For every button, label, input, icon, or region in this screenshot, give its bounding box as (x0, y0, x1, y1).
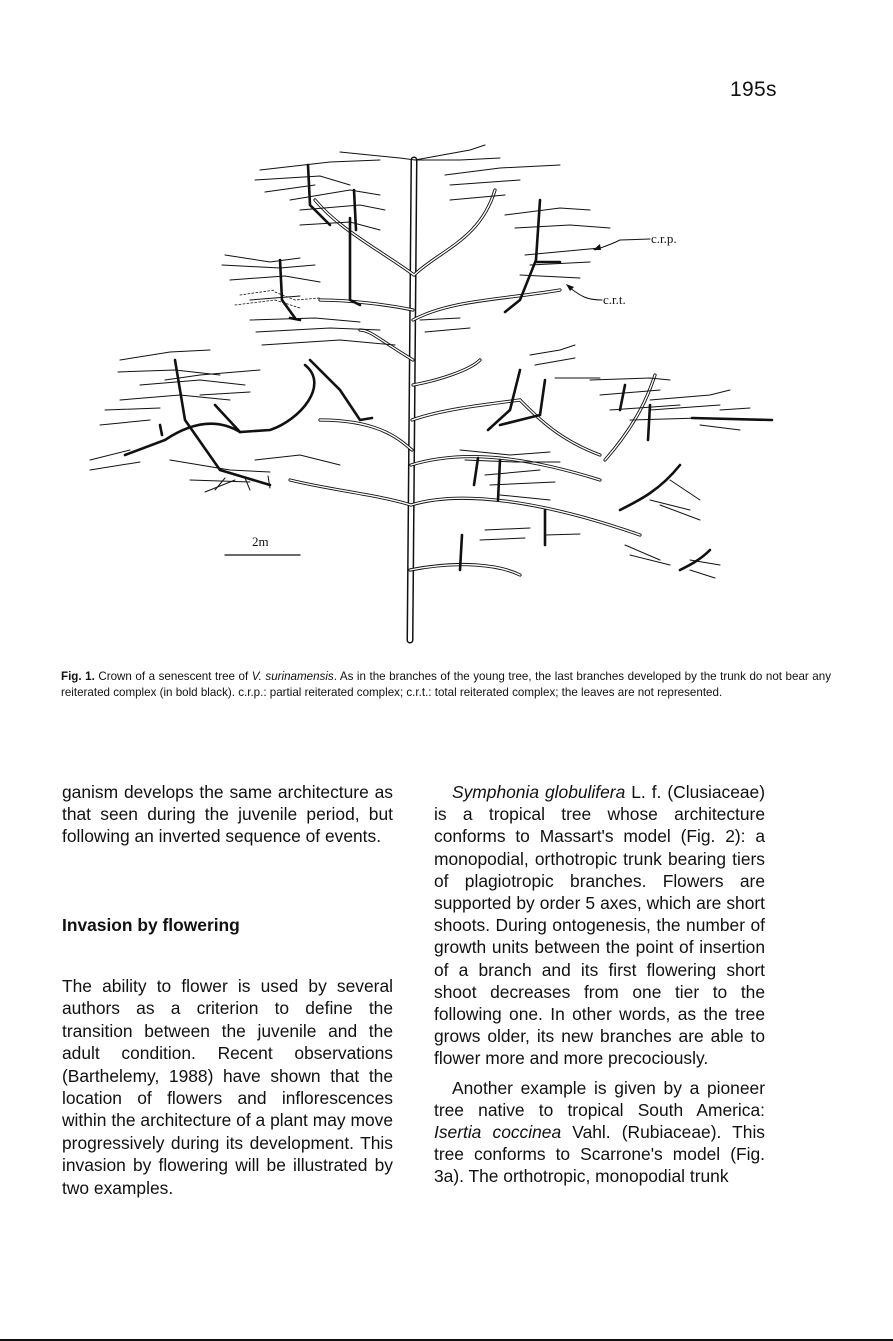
left-paragraph-1: ganism develops the same architecture as that seen during the juvenile period, but following an inverted sequence of events. (62, 782, 393, 847)
right-column (434, 781, 765, 1188)
crt-label: c.r.t. (603, 292, 626, 307)
crp-label: c.r.p. (651, 231, 677, 246)
caption-text-1: Crown of a senescent tree of (94, 670, 252, 683)
tree-crown-drawing (60, 140, 840, 650)
caption-label: Fig. 1. (61, 670, 95, 683)
caption-species: V. surinamensis (251, 670, 334, 683)
right-paragraph-1 (434, 781, 765, 1070)
tree-architecture-figure (60, 140, 840, 650)
right-paragraph-1-text: L. f. (Clusiaceae) is a tropical tree whose architecture conforms to Massart's model (Fig. 2): a monopodial, orthotropic trunk bearing tiers of plagiotropic branches. Flowers are supported by order 5 axes, which are short shoots. During ontogenesis, the number of growth units between the point of insertion of a branch and its first flowering short shoot decreases from one tier to the following one. In other words, as the tree grows older, its new branches are able to flower more and more precociously. (434, 782, 765, 1069)
caption-text-2: . As in the branches of the young tree, the last branches developed by the trunk do not bear any reiterated complex (in bold black). c.r.p.: partial reiterated complex; c.r.t.: total reiterated complex; the leaves are not represented. (61, 670, 831, 699)
left-paragraph-2: The ability to flower is used by several authors as a criterion to define the transition between the juvenile and the adult condition. Recent observations (Barthelemy, 1988) have shown that the location of flowers and inflorescences within the architecture of a plant may move progressively during its development. This invasion by flowering will be illustrated by two examples. (62, 976, 393, 1198)
species-isertia: Isertia coccinea (434, 1122, 562, 1143)
species-symphonia: Symphonia globulifera (452, 782, 626, 802)
page-number: 195s (730, 78, 777, 101)
right-paragraph-2 (434, 1077, 765, 1188)
scale-label: 2m (252, 534, 269, 549)
right-paragraph-2-text: Vahl. (Rubiaceae). This tree conforms to Scarrone's model (Fig. 3a). The orthotropic, monopodial trunk (434, 1122, 765, 1187)
figure-caption (61, 669, 831, 700)
left-column (62, 781, 393, 848)
section-heading: Invasion by flowering (62, 915, 240, 935)
right-paragraph-2-start: Another example is given by a pioneer tree native to tropical South America: (434, 1077, 765, 1120)
